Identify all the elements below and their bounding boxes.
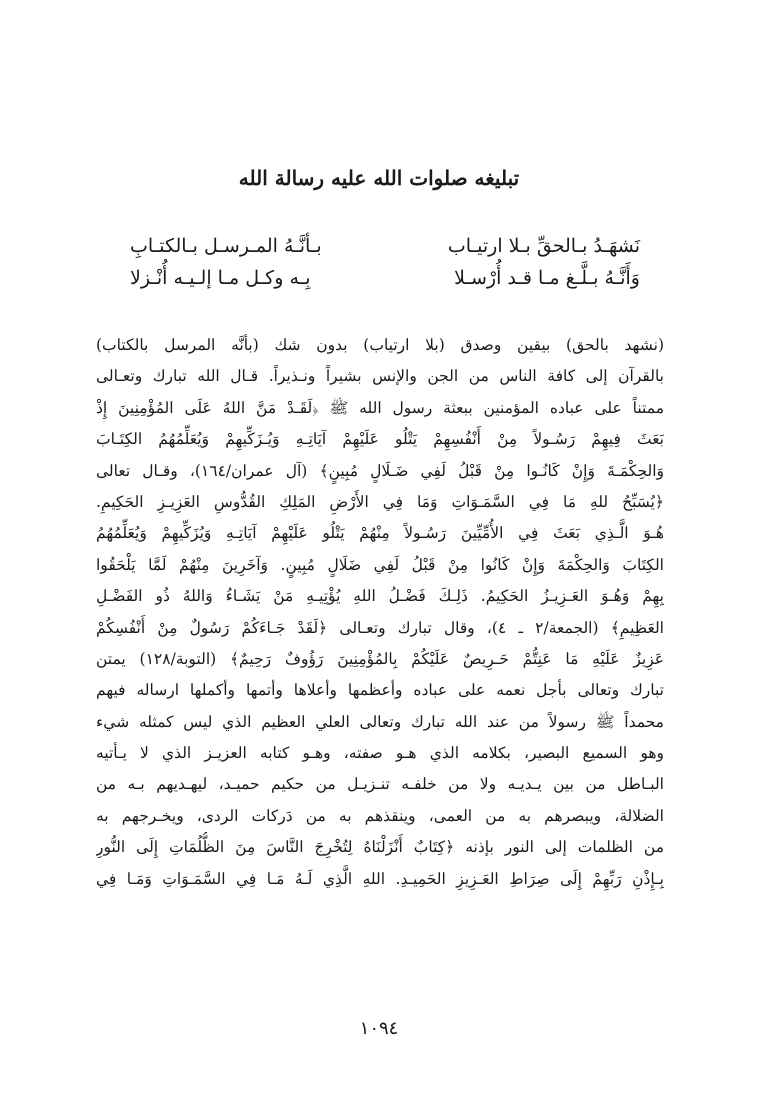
text-line: الكِتَابَ وَالحِكْمَةَ وَإِنْ كَانُوا مِنْ قَبْلُ لَفِي ضَلَالٍ مُبِينٍ. وَآخَرِينَ مِنْهُمْ لَمَّا يَلْحَقُوا	[96, 555, 664, 574]
text-line: (نشهد بالحق) بيقين وصدق (بلا ارتياب) بدون شك (بأنَّه المرسل بالكتاب)	[96, 336, 664, 354]
text-line: وهو السميع البصير، بكلامه الذي هـو صفته، وهـو كتابه العزيـز الذي لا يـأتيه	[96, 744, 664, 763]
text-line: الضلالة، ويبصرهم به من العمى، وينقذهم به من دَركات الردى، ويخـرجهم به	[96, 806, 664, 825]
section-title: تبليغه صلوات الله عليه رسالة الله	[238, 166, 520, 190]
commentary-text	[96, 330, 664, 895]
text-line: هُـوَ الَّـذِي بَعَثَ فِي الأُمِّيِّينَ رَسُـولاً مِنْهُمْ يَتْلُو عَلَيْهِمْ آيَاتِـهِ وَيُزَكِّيهِمْ وَيُعَلِّمُهُمُ	[96, 524, 664, 543]
text-line: بَعَثَ فِيهِمْ رَسُـولاً مِنْ أَنْفُسِهِمْ يَتْلُو عَلَيْهِمْ آيَاتِـهِ وَيُـزَكِّيهِمْ وَيُعَلِّمُهُمُ الكِتَـابَ	[96, 430, 664, 449]
text-line: العَظِيمِ﴾ (الجمعة/٢ ـ ٤)، وقال تبارك وتعـالى ﴿لَقَدْ جَـاءَكُمْ رَسُولٌ مِنْ أَنْفُسِكُمْ	[96, 618, 664, 637]
text-line: ممتناً على عباده المؤمنين ببعثة رسول الله ﷺ ﴿لَقَـدْ مَنَّ اللهُ عَلَى المُؤْمِنِينَ إِذْ	[96, 398, 664, 417]
verse-line	[130, 230, 640, 262]
text-line: بِهِمْ وَهُـوَ العَـزِيـزُ الحَكِيمُ. ذَلِـكَ فَضْـلُ اللهِ يُؤْتِيـهِ مَنْ يَشَـاءُ وَاللهُ ذُو الفَضْـلِ	[96, 587, 664, 606]
text-line: ﴿يُسَبِّحُ للهِ مَا فِي السَّمَـوَاتِ وَمَا فِي الأَرْضِ المَلِكِ القُدُّوسِ العَزِيـزِ الحَكِيمِ.	[96, 492, 664, 511]
text-line: تبارك وتعالى بأجل نعمه على عباده وأعظمها وأعلاها وأتمها وأكملها ارساله فيهم	[96, 681, 664, 700]
text-line: عَزِيزٌ عَلَيْهِ مَا عَنِتُّمْ حَـرِيصٌ عَلَيْكُمْ بِالمُؤْمِنِينَ رَؤُوفٌ رَحِيمٌ﴾ (التوبة/١٢٨) يمتن	[96, 649, 664, 668]
page-number: ١٠٩٤	[359, 1018, 399, 1039]
text-line: البـاطل من بين يـديـه ولا من خلفـه تنـزيـل من حكيم حميـد، ليهـديهم بـه من	[96, 775, 664, 794]
verse-line	[130, 262, 640, 294]
text-line: من الظلمات إلى النور بإذنه ﴿كِتَابٌ أَنْزَلْنَاهُ لِتُخْرِجَ النَّاسَ مِنَ الظُّلُمَاتِ إِلَى النُّورِ	[96, 838, 664, 857]
poem-verse	[130, 230, 640, 294]
text-line: بالقرآن إلى كافة الناس من الجن والإنس بشيراً ونـذيراً. قـال الله تبارك وتعـالى	[96, 367, 664, 386]
verse-hemistich-left: بـأنَّـهُ المـرسـل بـالكتـابِ	[130, 235, 322, 257]
verse-hemistich-right: وَأَنَّـهُ بـلَّـغ مـا قـد أُرْسـلا	[454, 267, 640, 289]
verse-hemistich-right: نَشهَـدُ بـالحقِّ بـلا ارتيـاب	[447, 235, 640, 257]
verse-hemistich-left: بِـه وكـل مـا إلـيـه أُنْـزلا	[130, 267, 311, 289]
text-line: بِـإِذْنِ رَبِّهِمْ إِلَى صِرَاطِ العَـزِيزِ الحَمِيـدِ. اللهِ الَّذِي لَـهُ مَـا فِي السَّمَـوَاتِ وَمَـا فِي	[96, 869, 664, 888]
text-line: وَالحِكْمَـةَ وَإِنْ كَانُـوا مِنْ قَبْلُ لَفِي ضَـلَالٍ مُبِينٍ﴾ (آل عمران/١٦٤)، وقـال تعالى	[96, 461, 664, 480]
text-line: محمداً ﷺ رسولاً من عند الله تبارك وتعالى العلي العظيم الذي ليس كمثله شيء	[96, 712, 664, 731]
